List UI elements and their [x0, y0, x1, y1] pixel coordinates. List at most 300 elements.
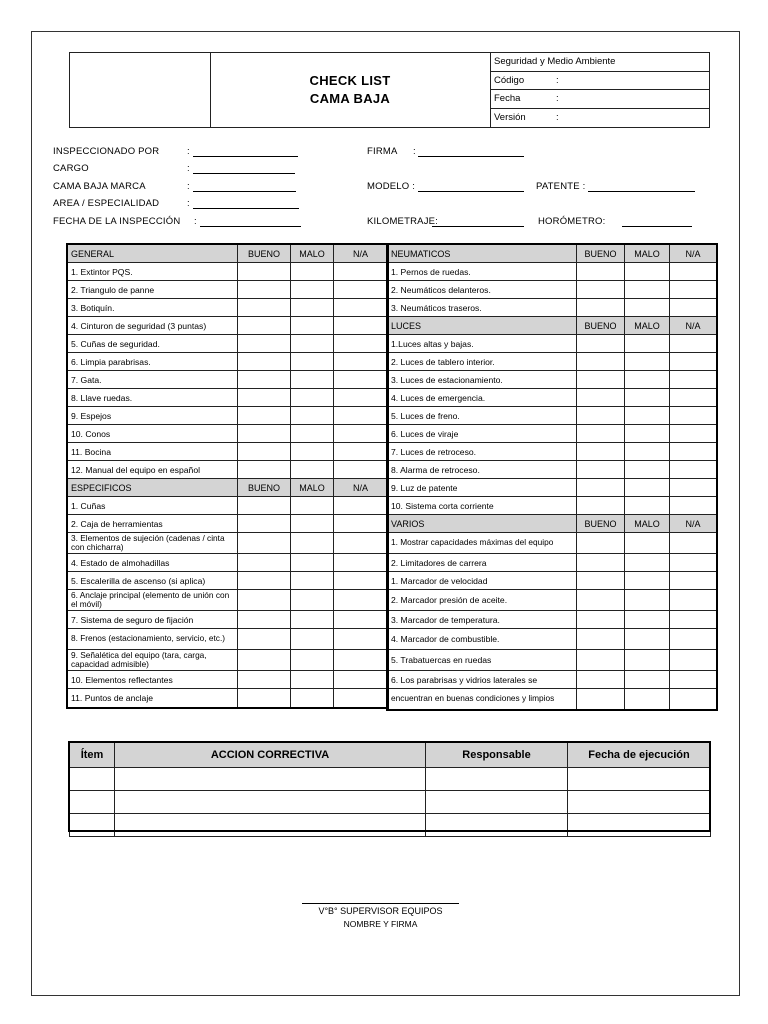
kilometraje-input-line[interactable]	[432, 226, 524, 227]
bueno-checkbox-cell[interactable]	[577, 572, 625, 590]
cargo-input-line[interactable]	[193, 173, 295, 174]
malo-checkbox-cell[interactable]	[625, 497, 670, 515]
na-checkbox-cell[interactable]	[670, 629, 717, 650]
checklist-row	[388, 650, 717, 671]
checklist-item-label: encuentran en buenas condiciones y limpios	[388, 689, 577, 710]
checklist-item-label: 2. Caja de herramientas	[68, 515, 238, 533]
meta-row-fecha: Fecha :	[491, 90, 710, 109]
malo-checkbox-cell[interactable]	[291, 629, 334, 650]
checklist-row	[388, 689, 717, 710]
checklist-item-label: 4. Estado de almohadillas	[68, 554, 238, 572]
bueno-checkbox-cell[interactable]	[238, 629, 291, 650]
checklist-row	[68, 317, 388, 335]
checklist-row	[388, 443, 717, 461]
checklist-item-label: 5. Luces de freno.	[388, 407, 577, 425]
checklist-right-table	[387, 244, 717, 710]
field-label-cargo: CARGO	[53, 163, 89, 174]
na-checkbox-cell[interactable]	[334, 572, 388, 590]
malo-checkbox-cell[interactable]	[625, 650, 670, 671]
malo-checkbox-cell[interactable]	[625, 443, 670, 461]
checklist-row	[388, 389, 717, 407]
malo-checkbox-cell[interactable]	[291, 533, 334, 554]
checklist-row	[388, 335, 717, 353]
na-checkbox-cell[interactable]	[334, 335, 388, 353]
malo-checkbox-cell[interactable]	[625, 371, 670, 389]
malo-checkbox-cell[interactable]	[291, 353, 334, 371]
na-checkbox-cell[interactable]	[670, 533, 717, 554]
column-na: N/A	[334, 245, 388, 263]
bueno-checkbox-cell[interactable]	[577, 611, 625, 629]
section-header-especificos	[68, 479, 388, 497]
checklist-row	[68, 389, 388, 407]
na-checkbox-cell[interactable]	[334, 554, 388, 572]
bueno-checkbox-cell[interactable]	[238, 497, 291, 515]
bueno-checkbox-cell[interactable]	[238, 299, 291, 317]
malo-checkbox-cell[interactable]	[291, 572, 334, 590]
checklist-row	[388, 263, 717, 281]
na-checkbox-cell[interactable]	[670, 389, 717, 407]
malo-checkbox-cell[interactable]	[291, 515, 334, 533]
checklist-item-label: 2. Limitadores de carrera	[388, 554, 577, 572]
bueno-checkbox-cell[interactable]	[577, 335, 625, 353]
bueno-checkbox-cell[interactable]	[238, 371, 291, 389]
checklist-row	[388, 629, 717, 650]
bueno-checkbox-cell[interactable]	[577, 389, 625, 407]
checklist-item-label: 11. Bocina	[68, 443, 238, 461]
checklist-item-label: 10. Conos	[68, 425, 238, 443]
na-checkbox-cell[interactable]	[670, 335, 717, 353]
malo-checkbox-cell[interactable]	[625, 263, 670, 281]
na-checkbox-cell[interactable]	[334, 299, 388, 317]
bueno-checkbox-cell[interactable]	[238, 281, 291, 299]
responsable-cell[interactable]	[426, 814, 568, 837]
checklist-item-label: 3. Luces de estacionamiento.	[388, 371, 577, 389]
checklist-row	[68, 425, 388, 443]
bueno-checkbox-cell[interactable]	[238, 443, 291, 461]
meta-row-area: Seguridad y Medio Ambiente	[491, 53, 710, 72]
checklist-item-label: 9. Luz de patente	[388, 479, 577, 497]
item-cell[interactable]	[70, 814, 115, 837]
field-label-firma: FIRMA	[367, 146, 398, 157]
bueno-checkbox-cell[interactable]	[577, 353, 625, 371]
na-checkbox-cell[interactable]	[334, 650, 388, 671]
malo-checkbox-cell[interactable]	[625, 407, 670, 425]
checklist-row	[68, 461, 388, 479]
checklist-item-label: 10. Elementos reflectantes	[68, 671, 238, 689]
malo-checkbox-cell[interactable]	[625, 335, 670, 353]
checklist-item-label: 2. Neumáticos delanteros.	[388, 281, 577, 299]
malo-checkbox-cell[interactable]	[291, 389, 334, 407]
header-responsable: Responsable	[426, 743, 568, 768]
malo-checkbox-cell[interactable]	[625, 299, 670, 317]
checklist-row	[68, 281, 388, 299]
column-malo: MALO	[291, 245, 334, 263]
checklist-row	[388, 371, 717, 389]
bueno-checkbox-cell[interactable]	[577, 671, 625, 689]
checklist-item-label: 5. Escalerilla de ascenso (si aplica)	[68, 572, 238, 590]
bueno-checkbox-cell[interactable]	[238, 335, 291, 353]
bueno-checkbox-cell[interactable]	[238, 590, 291, 611]
fecha-cell[interactable]	[568, 768, 711, 791]
column-na: N/A	[670, 245, 717, 263]
checklist-item-label: 4. Marcador de combustible.	[388, 629, 577, 650]
bueno-checkbox-cell[interactable]	[238, 263, 291, 281]
checklist-item-label: 5. Trabatuercas en ruedas	[388, 650, 577, 671]
bueno-checkbox-cell[interactable]	[577, 461, 625, 479]
bueno-checkbox-cell[interactable]	[577, 689, 625, 710]
checklist-row	[68, 611, 388, 629]
signature-subtitle: NOMBRE Y FIRMA	[343, 919, 418, 929]
section-title-general: GENERAL	[68, 245, 238, 263]
malo-checkbox-cell[interactable]	[625, 629, 670, 650]
checklist-row	[68, 371, 388, 389]
checklist-item-label: 3. Elementos de sujeción (cadenas / cinta con chicharra)	[68, 533, 238, 554]
checklist-row	[388, 533, 717, 554]
malo-checkbox-cell[interactable]	[291, 650, 334, 671]
checklist-row	[68, 263, 388, 281]
accion-cell[interactable]	[115, 791, 426, 814]
checklist-row	[388, 299, 717, 317]
field-label-fecha: FECHA DE LA INSPECCIÓN	[53, 216, 181, 227]
malo-checkbox-cell[interactable]	[291, 497, 334, 515]
bueno-checkbox-cell[interactable]	[577, 554, 625, 572]
checklist-row	[68, 533, 388, 554]
firma-input-line[interactable]	[418, 156, 524, 157]
checklist-row	[68, 572, 388, 590]
malo-checkbox-cell[interactable]	[291, 335, 334, 353]
na-checkbox-cell[interactable]	[670, 590, 717, 611]
corrective-action-row	[70, 791, 711, 814]
checklist-item-label: 9. Espejos	[68, 407, 238, 425]
malo-checkbox-cell[interactable]	[625, 671, 670, 689]
field-label-kilometraje: KILOMETRAJE:	[367, 216, 439, 227]
item-cell[interactable]	[70, 768, 115, 791]
checklist-item-label: 6. Luces de viraje	[388, 425, 577, 443]
na-checkbox-cell[interactable]	[334, 425, 388, 443]
accion-cell[interactable]	[115, 768, 426, 791]
malo-checkbox-cell[interactable]	[291, 461, 334, 479]
na-checkbox-cell[interactable]	[670, 263, 717, 281]
bueno-checkbox-cell[interactable]	[238, 461, 291, 479]
bueno-checkbox-cell[interactable]	[577, 533, 625, 554]
responsable-cell[interactable]	[426, 791, 568, 814]
na-checkbox-cell[interactable]	[334, 353, 388, 371]
bueno-checkbox-cell[interactable]	[577, 650, 625, 671]
fecha-cell[interactable]	[568, 814, 711, 837]
meta-row-version: Versión :	[494, 111, 559, 123]
checklist-item-label: 2. Luces de tablero interior.	[388, 353, 577, 371]
malo-checkbox-cell[interactable]	[291, 299, 334, 317]
field-label-inspeccionado: INSPECCIONADO POR	[53, 146, 160, 157]
malo-checkbox-cell[interactable]	[291, 263, 334, 281]
area-input-line[interactable]	[193, 208, 299, 209]
bueno-checkbox-cell[interactable]	[238, 554, 291, 572]
na-checkbox-cell[interactable]	[334, 317, 388, 335]
section-title-luces: LUCES	[388, 317, 577, 335]
bueno-checkbox-cell[interactable]	[577, 281, 625, 299]
na-checkbox-cell[interactable]	[334, 281, 388, 299]
malo-checkbox-cell[interactable]	[291, 443, 334, 461]
checklist-row	[388, 572, 717, 590]
bueno-checkbox-cell[interactable]	[238, 533, 291, 554]
checklist-item-label: 1. Cuñas	[68, 497, 238, 515]
bueno-checkbox-cell[interactable]	[238, 650, 291, 671]
na-checkbox-cell[interactable]	[670, 461, 717, 479]
document-header	[69, 52, 710, 128]
column-malo: MALO	[625, 245, 670, 263]
na-checkbox-cell[interactable]	[334, 407, 388, 425]
bueno-checkbox-cell[interactable]	[238, 353, 291, 371]
bueno-checkbox-cell[interactable]	[577, 497, 625, 515]
marca-input-line[interactable]	[193, 191, 296, 192]
na-checkbox-cell[interactable]	[334, 497, 388, 515]
header-fecha-ejecucion: Fecha de ejecución	[568, 743, 711, 768]
checklist-item-label: 8. Frenos (estacionamiento, servicio, etc.)	[68, 629, 238, 650]
checklist-item-label: 1.Luces altas y bajas.	[388, 335, 577, 353]
na-checkbox-cell[interactable]	[334, 443, 388, 461]
malo-checkbox-cell[interactable]	[625, 425, 670, 443]
column-malo: MALO	[625, 317, 670, 335]
checklist-item-label: 12. Manual del equipo en español	[68, 461, 238, 479]
column-bueno: BUENO	[577, 515, 625, 533]
column-bueno: BUENO	[238, 245, 291, 263]
na-checkbox-cell[interactable]	[670, 671, 717, 689]
document-meta	[491, 53, 710, 127]
na-checkbox-cell[interactable]	[334, 515, 388, 533]
checklist-item-label: 3. Neumáticos traseros.	[388, 299, 577, 317]
na-checkbox-cell[interactable]	[670, 650, 717, 671]
section-title-varios: VARIOS	[388, 515, 577, 533]
checklist-item-label: 6. Limpia parabrisas.	[68, 353, 238, 371]
malo-checkbox-cell[interactable]	[291, 554, 334, 572]
meta-row-codigo: Código :	[491, 72, 710, 91]
checklist-item-label: 7. Gata.	[68, 371, 238, 389]
malo-checkbox-cell[interactable]	[625, 353, 670, 371]
malo-checkbox-cell[interactable]	[291, 689, 334, 708]
checklist-item-label: 4. Cinturon de seguridad (3 puntas)	[68, 317, 238, 335]
fecha-cell[interactable]	[568, 791, 711, 814]
field-label-horometro: HORÓMETRO:	[538, 216, 606, 227]
column-bueno: BUENO	[238, 479, 291, 497]
bueno-checkbox-cell[interactable]	[238, 389, 291, 407]
bueno-checkbox-cell[interactable]	[577, 629, 625, 650]
checklist-item-label: 11. Puntos de anclaje	[68, 689, 238, 708]
corrective-action-header	[70, 743, 711, 768]
checklist-item-label: 2. Triangulo de panne	[68, 281, 238, 299]
malo-checkbox-cell[interactable]	[291, 425, 334, 443]
field-label-area: AREA / ESPECIALIDAD	[53, 198, 160, 209]
field-label-modelo: MODELO :	[367, 181, 416, 192]
checklist-row	[68, 407, 388, 425]
na-checkbox-cell[interactable]	[334, 533, 388, 554]
section-header-neumaticos	[388, 245, 717, 263]
na-checkbox-cell[interactable]	[334, 461, 388, 479]
malo-checkbox-cell[interactable]	[625, 572, 670, 590]
column-na: N/A	[334, 479, 388, 497]
section-title-neumaticos: NEUMATICOS	[388, 245, 577, 263]
bueno-checkbox-cell[interactable]	[577, 425, 625, 443]
logo-area	[70, 53, 211, 127]
checklist-row	[68, 554, 388, 572]
na-checkbox-cell[interactable]	[670, 443, 717, 461]
na-checkbox-cell[interactable]	[334, 389, 388, 407]
patente-input-line[interactable]	[588, 191, 695, 192]
field-label-marca: CAMA BAJA MARCA	[53, 181, 146, 192]
document-title	[210, 53, 491, 127]
corrective-action-row	[70, 814, 711, 837]
column-malo: MALO	[625, 515, 670, 533]
na-checkbox-cell[interactable]	[670, 371, 717, 389]
corrective-action-row	[70, 768, 711, 791]
bueno-checkbox-cell[interactable]	[238, 317, 291, 335]
malo-checkbox-cell[interactable]	[291, 281, 334, 299]
na-checkbox-cell[interactable]	[334, 371, 388, 389]
na-checkbox-cell[interactable]	[670, 611, 717, 629]
na-checkbox-cell[interactable]	[670, 407, 717, 425]
responsable-cell[interactable]	[426, 768, 568, 791]
malo-checkbox-cell[interactable]	[291, 590, 334, 611]
checklist-row	[388, 590, 717, 611]
title-line-2: CAMA BAJA	[309, 91, 391, 106]
checklist-row	[68, 671, 388, 689]
bueno-checkbox-cell[interactable]	[577, 371, 625, 389]
checklist-row	[388, 497, 717, 515]
malo-checkbox-cell[interactable]	[291, 317, 334, 335]
checklist-item-label: 5. Cuñas de seguridad.	[68, 335, 238, 353]
checklist-row	[388, 479, 717, 497]
item-cell[interactable]	[70, 791, 115, 814]
modelo-input-line[interactable]	[418, 191, 524, 192]
section-title-especificos: ESPECIFICOS	[68, 479, 238, 497]
malo-checkbox-cell[interactable]	[291, 371, 334, 389]
checklist-item-label: 1. Extintor PQS.	[68, 263, 238, 281]
checklist-row	[68, 650, 388, 671]
malo-checkbox-cell[interactable]	[625, 611, 670, 629]
column-na: N/A	[670, 515, 717, 533]
checklist-row	[388, 671, 717, 689]
malo-checkbox-cell[interactable]	[625, 479, 670, 497]
na-checkbox-cell[interactable]	[670, 281, 717, 299]
malo-checkbox-cell[interactable]	[291, 671, 334, 689]
checklist-row	[68, 335, 388, 353]
na-checkbox-cell[interactable]	[670, 497, 717, 515]
na-checkbox-cell[interactable]	[334, 671, 388, 689]
checklist-row	[388, 554, 717, 572]
header-item: Ítem	[70, 743, 115, 768]
column-bueno: BUENO	[577, 317, 625, 335]
accion-cell[interactable]	[115, 814, 426, 837]
bueno-checkbox-cell[interactable]	[238, 671, 291, 689]
checklist-row	[388, 611, 717, 629]
section-header-general	[68, 245, 388, 263]
na-checkbox-cell[interactable]	[670, 572, 717, 590]
malo-checkbox-cell[interactable]	[625, 554, 670, 572]
checklist-row	[68, 590, 388, 611]
checklist-row	[388, 407, 717, 425]
checklist-item-label: 10. Sistema corta corriente	[388, 497, 577, 515]
section-header-varios	[388, 515, 717, 533]
checklist-row	[68, 299, 388, 317]
bueno-checkbox-cell[interactable]	[238, 407, 291, 425]
checklist-item-label: 1. Pernos de ruedas.	[388, 263, 577, 281]
header-accion: ACCION CORRECTIVA	[115, 743, 426, 768]
column-malo: MALO	[291, 479, 334, 497]
malo-checkbox-cell[interactable]	[625, 590, 670, 611]
checklist-row	[388, 281, 717, 299]
checklist-item-label: 1. Marcador de velocidad	[388, 572, 577, 590]
malo-checkbox-cell[interactable]	[625, 389, 670, 407]
checklist-row	[68, 515, 388, 533]
na-checkbox-cell[interactable]	[334, 611, 388, 629]
bueno-checkbox-cell[interactable]	[577, 407, 625, 425]
na-checkbox-cell[interactable]	[334, 263, 388, 281]
malo-checkbox-cell[interactable]	[625, 689, 670, 710]
na-checkbox-cell[interactable]	[670, 299, 717, 317]
checklist-row	[68, 497, 388, 515]
signature-line	[302, 903, 459, 904]
bueno-checkbox-cell[interactable]	[238, 611, 291, 629]
checklist-item-label: 8. Alarma de retroceso.	[388, 461, 577, 479]
na-checkbox-cell[interactable]	[670, 689, 717, 710]
na-checkbox-cell[interactable]	[334, 590, 388, 611]
bueno-checkbox-cell[interactable]	[238, 572, 291, 590]
malo-checkbox-cell[interactable]	[291, 407, 334, 425]
na-checkbox-cell[interactable]	[670, 425, 717, 443]
checklist-row	[68, 689, 388, 708]
na-checkbox-cell[interactable]	[670, 353, 717, 371]
bueno-checkbox-cell[interactable]	[577, 479, 625, 497]
bueno-checkbox-cell[interactable]	[577, 263, 625, 281]
checklist-item-label: 9. Señalética del equipo (tara, carga, capacidad admisible)	[68, 650, 238, 671]
checklist-row	[68, 443, 388, 461]
malo-checkbox-cell[interactable]	[291, 611, 334, 629]
malo-checkbox-cell[interactable]	[625, 281, 670, 299]
checklist-item-label: 6. Anclaje principal (elemento de unión con el móvil)	[68, 590, 238, 611]
checklist-row	[388, 425, 717, 443]
bueno-checkbox-cell[interactable]	[577, 299, 625, 317]
checklist-row	[388, 461, 717, 479]
checklist-item-label: 3. Marcador de temperatura.	[388, 611, 577, 629]
malo-checkbox-cell[interactable]	[625, 533, 670, 554]
na-checkbox-cell[interactable]	[670, 479, 717, 497]
field-label-patente: PATENTE :	[536, 181, 586, 192]
na-checkbox-cell[interactable]	[670, 554, 717, 572]
section-header-luces	[388, 317, 717, 335]
bueno-checkbox-cell[interactable]	[238, 515, 291, 533]
bueno-checkbox-cell[interactable]	[238, 425, 291, 443]
title-line-1: CHECK LIST	[309, 73, 391, 88]
corrective-action-table	[69, 742, 711, 837]
horometro-input-line[interactable]	[622, 226, 692, 227]
checklist-item-label: 4. Luces de emergencia.	[388, 389, 577, 407]
checklist-item-label: 7. Sistema de seguro de fijación	[68, 611, 238, 629]
bueno-checkbox-cell[interactable]	[577, 590, 625, 611]
bueno-checkbox-cell[interactable]	[577, 443, 625, 461]
na-checkbox-cell[interactable]	[334, 629, 388, 650]
signature-title: V°B° SUPERVISOR EQUIPOS	[318, 906, 443, 916]
checklist-row	[68, 629, 388, 650]
malo-checkbox-cell[interactable]	[625, 461, 670, 479]
checklist-item-label: 6. Los parabrisas y vidrios laterales se	[388, 671, 577, 689]
checklist-left-table	[67, 244, 388, 708]
checklist-row	[388, 353, 717, 371]
inspeccionado-input-line[interactable]	[193, 156, 298, 157]
bueno-checkbox-cell[interactable]	[238, 689, 291, 708]
na-checkbox-cell[interactable]	[334, 689, 388, 708]
fecha-input-line[interactable]	[200, 226, 301, 227]
checklist-item-label: 2. Marcador presión de aceite.	[388, 590, 577, 611]
checklist-row	[68, 353, 388, 371]
